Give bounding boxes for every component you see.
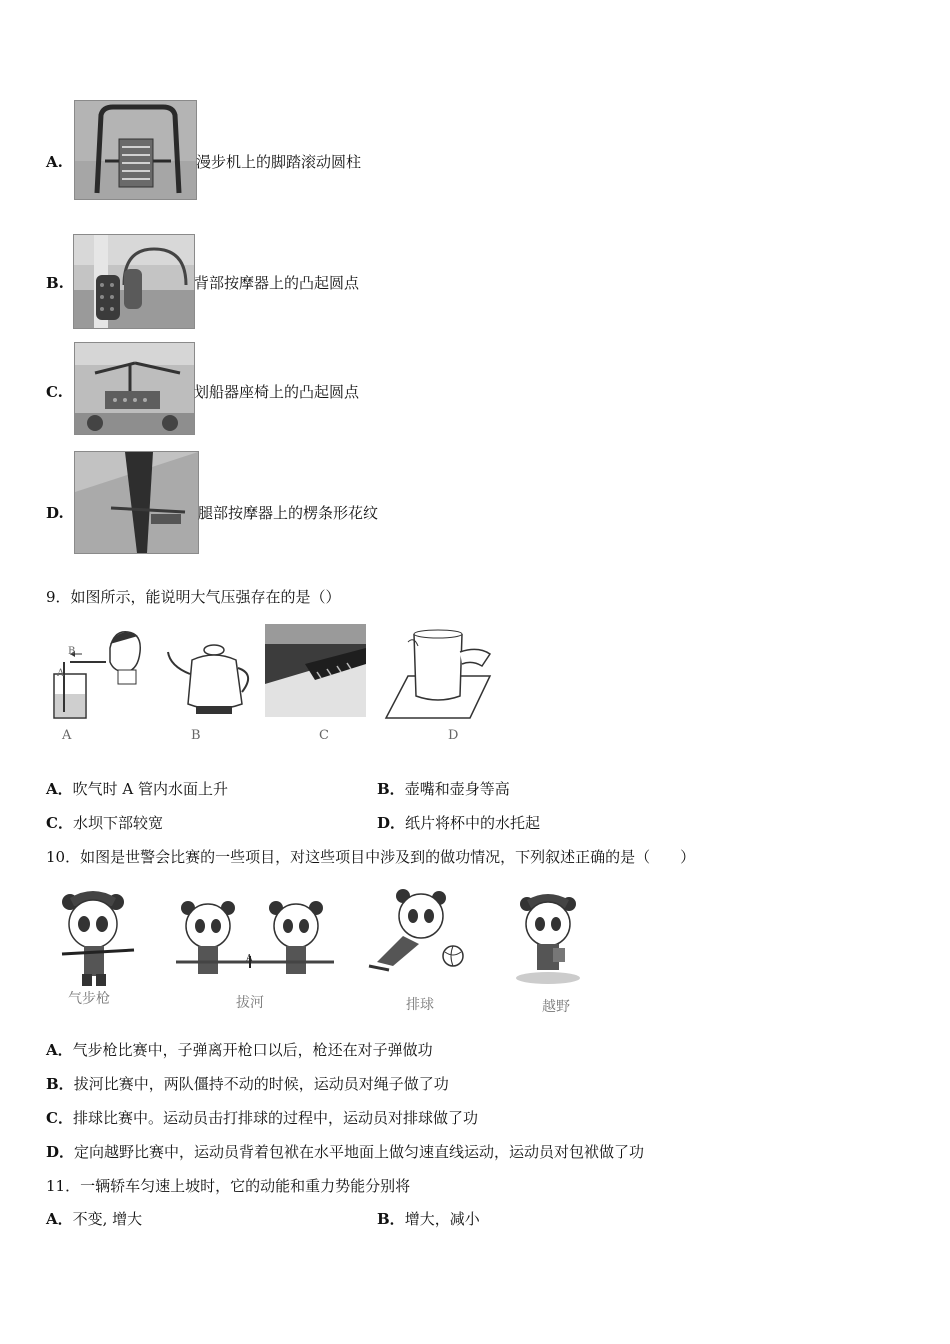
q10-figure-label-tug: 拔河 [236, 995, 264, 1011]
q9-option-d [377, 813, 540, 833]
q9-figure-label-a: A [62, 728, 72, 743]
q10-option-a-letter: A． [46, 1041, 73, 1059]
q10-stem: 10．如图是世警会比赛的一些项目，对这些项目中涉及到的做功情况，下列叙述正确的是（ ） [46, 848, 696, 866]
q11-option-a-text: 不变, 增大 [72, 1210, 143, 1228]
q11-option-b-letter: B． [377, 1210, 405, 1228]
back-massager-photo [73, 234, 195, 329]
q9-stem: 9．如图所示，能说明大气压强存在的是（） [46, 588, 341, 606]
q10-option-a [46, 1040, 433, 1060]
q10-option-b-letter: B． [46, 1075, 74, 1093]
q9-figure-d-cup-card-drawing [378, 626, 493, 721]
q8-option-a-text: 漫步机上的脚踏滚动圆柱 [196, 153, 362, 171]
q10-option-c [46, 1108, 478, 1128]
q11-stem: 11．一辆轿车匀速上坡时，它的动能和重力势能分别将 [46, 1177, 411, 1195]
q9-option-a [46, 779, 228, 799]
q10-panda-cross-country-drawing [513, 892, 593, 992]
q8-option-b-letter: B. [46, 274, 64, 292]
q11-option-a [46, 1209, 142, 1229]
q9-option-a-text: 吹气时 A 管内水面上升 [72, 780, 229, 798]
q10-option-b-text: 拔河比赛中，两队僵持不动的时候，运动员对绳子做了功 [73, 1075, 449, 1093]
q8-option-d-letter: D. [46, 504, 64, 522]
q9-figure-c-dam-photo [265, 624, 366, 717]
q10-option-a-text: 气步枪比赛中，子弹离开枪口以后，枪还在对子弹做功 [72, 1041, 433, 1059]
q10-option-b [46, 1074, 449, 1094]
q9-figure-label-c: C [319, 728, 329, 743]
q9-option-c [46, 813, 163, 833]
q9-option-b-text: 壶嘴和壶身等高 [404, 780, 510, 798]
q9-option-d-text: 纸片将杯中的水托起 [405, 814, 541, 832]
q9-option-b [377, 779, 510, 799]
q11-option-b [377, 1209, 480, 1229]
q9-option-b-letter: B． [377, 780, 405, 798]
q9-figure-a-tube-label-b: B [68, 646, 76, 657]
q10-panda-tug-of-war-drawing [176, 896, 336, 996]
q10-option-d-letter: D． [46, 1143, 75, 1161]
q8-option-c-letter: C. [46, 383, 63, 401]
q9-figure-a-tube-label: A [57, 668, 65, 679]
q10-figure [48, 884, 608, 1024]
q9-figure [48, 624, 498, 746]
q9-figure-label-b: B [191, 728, 201, 743]
q9-option-d-letter: D． [377, 814, 406, 832]
q9-figure-label-d: D [448, 728, 459, 743]
q9-figure-b-teapot-drawing [166, 634, 256, 719]
q8-option-d-text: 腿部按摩器上的楞条形花纹 [198, 504, 379, 522]
leg-massager-photo [74, 451, 199, 554]
q10-panda-rifle-drawing [56, 888, 146, 988]
treadmill-photo [74, 100, 197, 200]
q9-option-c-letter: C． [46, 814, 73, 832]
q9-option-c-text: 水坝下部较宽 [72, 814, 163, 832]
q10-option-c-text: 排球比赛中。运动员击打排球的过程中，运动员对排球做了功 [72, 1109, 478, 1127]
q8-option-a-letter: A. [46, 153, 63, 171]
rowing-machine-photo [74, 342, 195, 435]
q10-rope-marker: A [246, 954, 253, 964]
q10-figure-label-rifle: 气步枪 [68, 991, 110, 1007]
q10-option-d-text: 定向越野比赛中，运动员背着包袱在水平地面上做匀速直线运动，运动员对包袱做了功 [74, 1143, 645, 1161]
q8-option-c-text: 划船器座椅上的凸起圆点 [194, 383, 360, 401]
q10-option-d [46, 1142, 644, 1162]
q10-panda-volleyball-drawing [363, 886, 473, 986]
q10-figure-label-volleyball: 排球 [406, 997, 434, 1013]
q9-option-a-letter: A． [46, 780, 73, 798]
q8-option-b-text: 背部按摩器上的凸起圆点 [194, 274, 360, 292]
q11-option-b-text: 增大，减小 [404, 1210, 480, 1228]
q11-option-a-letter: A． [46, 1210, 73, 1228]
q10-figure-label-cross-country: 越野 [542, 999, 570, 1015]
q10-option-c-letter: C． [46, 1109, 73, 1127]
